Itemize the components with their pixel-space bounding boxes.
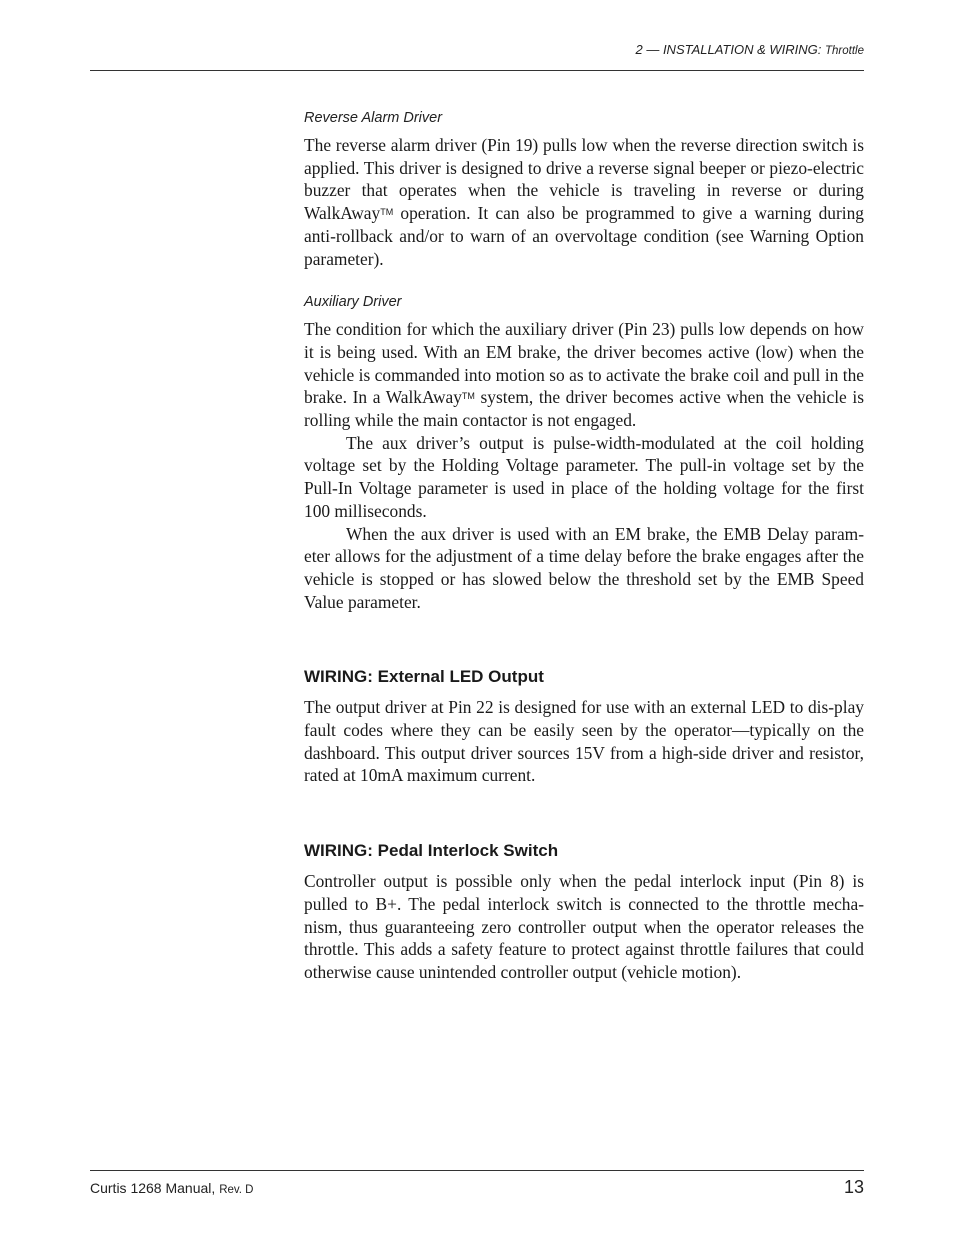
- page-number: 13: [843, 1177, 864, 1197]
- footer-revision: Rev. D: [219, 1184, 254, 1196]
- pedal-interlock-paragraph: Controller output is possible only when the pedal interlock input (Pin 8) is pulled to B+. The pedal interlock switch is connected to the throttle mecha-nism, thus guaranteeing zero controller output when the operator releases the throttle. This adds a safety feature to protect against throttle failures that could otherwise cause unintended controller output (vehicle motion).: [304, 871, 864, 982]
- running-head-topic: Throttle: [825, 45, 864, 57]
- reverse-alarm-paragraph: The reverse alarm driver (Pin 19) pulls low when the reverse direction switch is applied. This driver is designed to drive a reverse signal beeper or piezo-electric buzzer that operates when the vehicle is traveling in reverse or during WalkAway™ operation. It can also be programmed to give a warning during anti-rollback and/or to warn of an overvoltage condition (see Warning Option parameter).: [304, 135, 864, 269]
- page-header: [90, 42, 864, 71]
- page-footer: [90, 1170, 864, 1211]
- footer-manual-title: Curtis 1268 Manual, Rev. D: [90, 1180, 254, 1196]
- reverse-alarm-section: [304, 110, 864, 270]
- trademark-mark: TM: [380, 207, 394, 218]
- led-output-heading: WIRING: External LED Output: [304, 667, 544, 687]
- pedal-interlock-section: [304, 841, 864, 984]
- auxiliary-driver-section: [304, 294, 864, 613]
- auxiliary-driver-heading: Auxiliary Driver: [304, 294, 402, 311]
- page-content: [304, 110, 864, 1008]
- auxiliary-paragraph-2: The aux driver’s output is pulse-width-modulated at the coil holding voltage set by the Holding Voltage parameter. The pull-in voltage set by the Pull-In Voltage parameter is used in place of the holding voltage for the first 100 milliseconds.: [304, 432, 864, 521]
- auxiliary-paragraph-1: The condition for which the auxiliary driver (Pin 23) pulls low depends on how it is being used. With an EM brake, the driver becomes active (low) when the vehicle is commanded into motion so as to activate the brake coil and pull in the brake. In a WalkAway™ system, the driver becomes active when the vehicle is rolling while the main contactor is not engaged.: [304, 319, 864, 431]
- running-head-section: 2 — INSTALLATION & WIRING:: [635, 42, 822, 57]
- trademark-mark: TM: [461, 391, 475, 402]
- reverse-alarm-heading: Reverse Alarm Driver: [304, 110, 443, 126]
- led-output-paragraph: The output driver at Pin 22 is designed for use with an external LED to dis-play fault codes where they can be easily seen by the operator—typically on the dashboard. This output driver sources 15V from a high-side driver and resistor, rated at 10mA maximum current.: [304, 697, 864, 786]
- led-output-section: [304, 667, 864, 787]
- running-head: [635, 42, 864, 57]
- pedal-interlock-heading: WIRING: Pedal Interlock Switch: [304, 841, 559, 861]
- auxiliary-paragraph-3: When the aux driver is used with an EM brake, the EMB Delay param-eter allows for the adjustment of a time delay before the brake engages after the vehicle is stopped or has slowed below the threshold set by the EMB Speed Value parameter.: [304, 523, 864, 612]
